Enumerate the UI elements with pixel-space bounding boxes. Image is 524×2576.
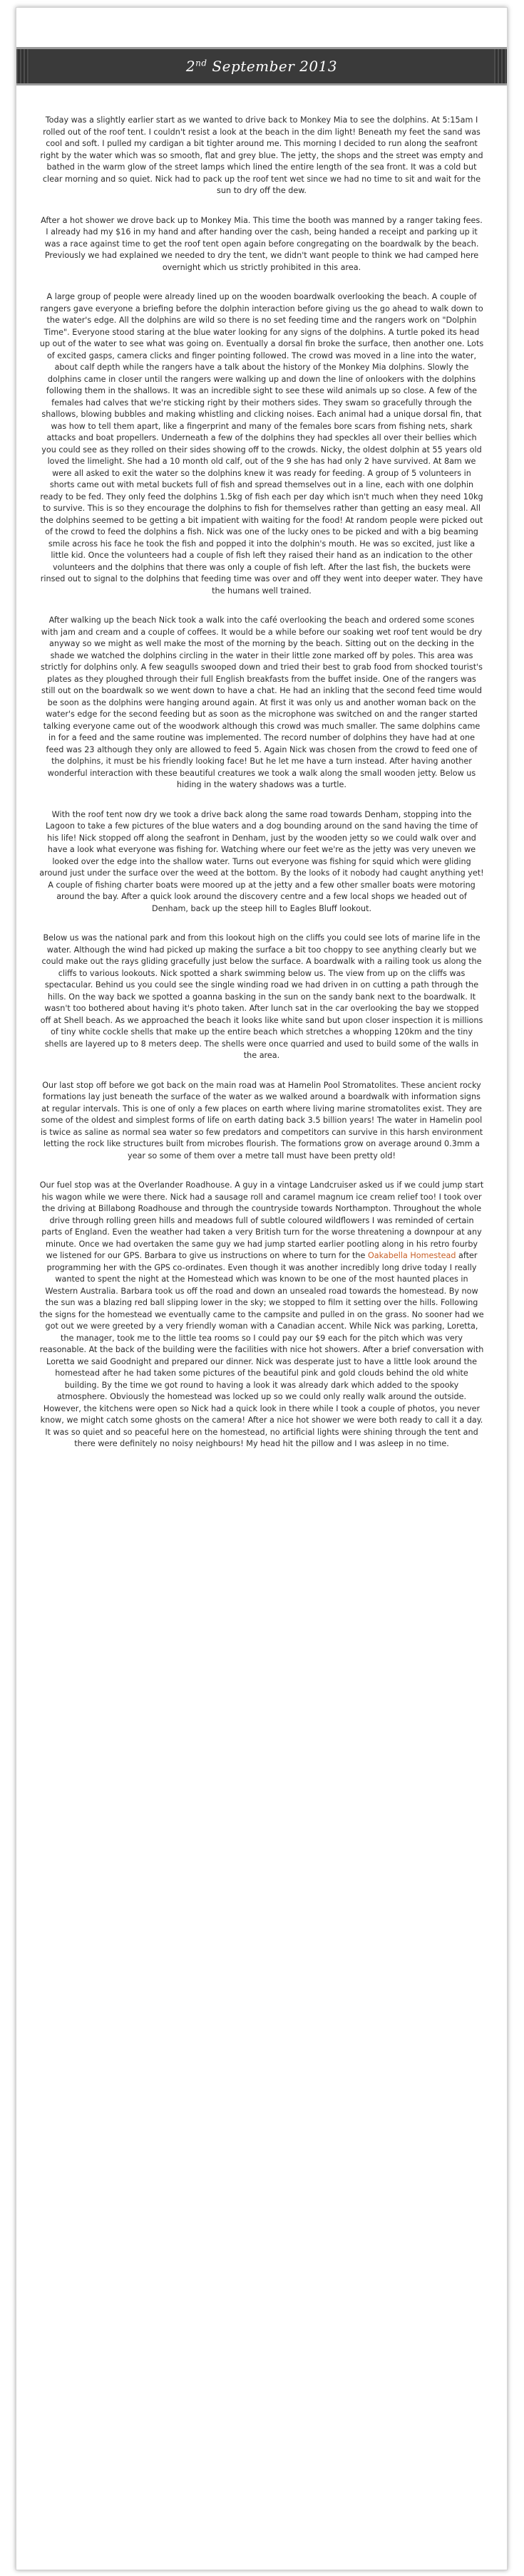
paragraph-cafe-second-feed: After walking up the beach Nick took a walk into the café overlooking the beach and ordered some scones with jam and cream and a couple of coffees. It would be a while before our soaking wet roof tent would be dry anyway so we might as well make the most of the morning by the beach. Sitting out on the decking in the shade we watched the dolphins circling in the water in their little zone marked off by poles. This area was strictly for dolphins only. A few seagulls swooped down and tried their best to grab food from shocked tourist's plates as they ploughed through their full English breakfasts from the buffet inside. One of the rangers was still out on the boardwalk so we went down to have a chat. He had an inkling that the second feed time would be soon as the dolphins were hanging around again. At first it was only us and another woman back on the water's edge for the second feeding but as soon as the microphone was switched on and the ranger started talking everyone came out of the woodwork although this crowd was much smaller. The same dolphins came in for a feed and the same routine was implemented. The record number of dolphins they have had at one feed was 23 although they only are allowed to feed 5. Again Nick was chosen from the crowd to feed one of the dolphins, it must be his friendly looking face! But he let me have a turn instead. After having another wonderful interaction with these beautiful creatures we took a walk along the small wooden jetty. Below us hiding in the watery shadows was a turtle. bbox=[40, 616, 483, 789]
paragraph-monkey-mia-fees: After a hot shower we drove back up to Monkey Mia. This time the booth was manned by a ranger taking fees. I already had my $16 in my hand and after handing over the cash, being handed a receipt and parking up it was a race against time to get the roof tent open again before congregating on the boardwalk by the beach. Previously we had explained we needed to dry the tent, we didn't want people to think we had camped here overnight which us strictly prohibited in this area. bbox=[41, 215, 483, 272]
paragraph-hamelin-pool: Our last stop off before we got back on the main road was at Hamelin Pool Stromatolites. These ancient rocky formations lay just beneath the surface of the water as we walked around a boardwalk with information signs at regular intervals. This is one of only a few places on earth where living marine stromatolites exist. They are some of the oldest and simplest forms of life on earth dating back 3.5 billion years! The water in Hamelin pool is twice as saline as normal sea water so few predators and competitors can survive in this harsh environment letting the rock like structures built from microbes flourish. The formations grow on average around 0.3mm a year so some of them over a metre tall must have been pretty old! bbox=[40, 1080, 483, 1160]
paragraph-text-part-2: after programming her with the GPS co-ordinates. Even though it was another incredibly long drive today I really wanted to spent the night at the Homestead which was known to be one of the most haunted places in Western Australia. Barbara took us off the road and down an unsealed road towards the homestead. By now the sun was a blazing red ball slipping lower in the sky; we stopped to film it setting over the hills. Following the signs for the homestead we eventually came to the campsite and pulled in on the grass. No sooner had we got out we were greeted by a very friendly woman with a Canadian accent. While Nick was parking, Loretta, the manager, took me to the little tea rooms so I could pay our $9 each for the pitch which was very reasonable. At the back of the building were the facilities with nice hot showers. After a brief conversation with Loretta we said Goodnight and prepared our dinner. Nick was desperate just to have a little look around the homestead after he had taken some pictures of the beautiful pink and gold clouds behind the old white building. By the time we got round to having a look it was already dark which added to the spooky atmosphere. Obviously the homestead was locked up so we could only really walk around the outside. However, the kitchens were open so Nick had a quick look in there while I took a couple of photos, you never know, we might catch some ghosts on the camera! After a nice hot shower we were both ready to call it a day. It was so quiet and so peaceful here on the homestead, no artificial lights were shining through the tent and there were definitely no noisy neighbours! My head hit the pillow and I was asleep in no time. bbox=[39, 1251, 484, 1448]
journal-body bbox=[39, 115, 484, 1468]
paragraph-dolphin-interaction: A large group of people were already lined up on the wooden boardwalk overlooking the beach. A couple of rangers gave everyone a briefing before the dolphin interaction before giving us the go ahead to walk down to the water's edge. All the dolphins are wild so there is no set feeding time and the rangers work on "Dolphin Time". Everyone stood staring at the blue water looking for any signs of the dolphins. A turtle poked its head up out of the water to see what was going on. Eventually a dorsal fin broke the surface, then another one. Lots of excited gasps, camera clicks and finger pointing followed. The crowd was moved in a line into the water, about calf depth while the rangers have a talk about the history of the Monkey Mia dolphins. Slowly the dolphins came in closer until the rangers were walking up and down the line of onlookers with the dolphins following them in the shallows. It was an incredible sight to see these wild animals up so close. A few of the females had calves that we're sticking right by their mothers sides. They swam so gracefully through the shallows, blowing bubbles and making whistling and clicking noises. Each animal had a unique dorsal fin, that was how to tell them apart, like a fingerprint and many of the females bore scars from fishing nets, shark attacks and boat propellers. Underneath a few of the dolphins they had speckles all over their bellies which you could see as they rolled on their sides showing off to the crowds. Nicky, the oldest dolphin at 55 years old loved the limelight. She had a 10 month old calf, out of the 9 she has had only 2 have survived. At 8am we were all asked to exit the water so the dolphins knew it was ready for feeding. A group of 5 volunteers in shorts came out with metal buckets full of fish and spread themselves out in a line, each with one dolphin ready to be fed. They only feed the dolphins 1.5kg of fish each per day which isn't much when they need 10kg to survive. This is so they encourage the dolphins to fish for themselves rather than getting an easy meal. All the dolphins seemed to be getting a bit impatient with waiting for the food! At random people were picked out of the crowd to feed the dolphins a fish. Nick was one of the lucky ones to be picked and with a big beaming smile across his face he took the fish and popped it into the dolphin's mouth. He was so excited, just like a little kid. Once the volunteers had a couple of fish left they raised their hand as an indication to the other volunteers and the dolphins that there was only a couple of fish left. After the last fish, the buckets were rinsed out to signal to the dolphins that feeding time was over and off they went into deeper water. They have the humans well trained. bbox=[39, 292, 484, 596]
date-month-year: September 2013 bbox=[207, 58, 338, 75]
date-banner bbox=[16, 47, 507, 85]
paragraph-eagles-bluff-shell-beach: Below us was the national park and from this lookout high on the cliffs you could see lots of marine life in the water. Although the wind had picked up making the surface a bit too choppy to see anything clearly but we could make out the rays gliding gracefully just below the surface. A boardwalk with a railing took us along the cliffs to various lookouts. Nick spotted a shark swimming below us. The view from up on the cliffs was spectacular. Behind us you could see the single winding road we had driven in on cutting a path through the hills. On the way back we spotted a goanna basking in the sun on the sandy bank next to the boardwalk. It wasn't too bothered about having it's photo taken. After lunch sat in the car overlooking the bay we stopped off at Shell beach. As we approached the beach it looks like white sand but upon closer inspection it is millions of tiny white cockle shells that make up the entire beach which stretches a whopping 120km and the tiny shells are layered up to 8 meters deep. The shells were once quarried and used to build some of the walls in the area. bbox=[40, 933, 483, 1060]
paragraph-morning-run: Today was a slightly earlier start as we wanted to drive back to Monkey Mia to see the dolphins. At 5:15am I rolled out of the roof tent. I couldn't resist a look at the beach in the dim light! Beneath my feet the sand was cool and soft. I pulled my cardigan a bit tighter around me. This morning I decided to run along the seafront right by the water which was so smooth, flat and grey blue. The jetty, the shops and the street was empty and bathed in the warm glow of the street lamps which lined the entire length of the sea front. It was a cold but clear morning and so quiet. Nick had to pack up the roof tent wet since we had no time to sit and wait for the sun to dry off the dew. bbox=[40, 115, 483, 195]
oakabella-homestead-link[interactable]: Oakabella Homestead bbox=[367, 1251, 456, 1260]
paragraph-text-part-1: Our fuel stop was at the Overlander Roadhouse. A guy in a vintage Landcruiser asked us if we could jump start his wagon while we were there. Nick had a sausage roll and caramel magnum ice cream relief too! I took over the driving at Billabong Roadhouse and through the countryside towards Northampton. Throughout the whole drive through rolling green hills and meadows full of subtle coloured wildflowers I was reminded of certain parts of England. Even the weather had taken a very British turn for the worse threatening a downpour at any minute. Once we had overtaken the same guy we had jump started earlier pootling along in his retro fourby we listened for our GPS. Barbara to give us instructions on where to turn for the bbox=[39, 1180, 484, 1260]
paragraph-denham: With the roof tent now dry we took a drive back along the same road towards Denham, stopping into the Lagoon to take a few pictures of the blue waters and a dog bounding around on the sand having the time of his life! Nick stopped off along the seafront in Denham, just by the wooden jetty so we could walk over and have a look what everyone was fishing for. Watching where our feet we're as the jetty was very uneven we looked over the edge into the shallow water. Turns out everyone was fishing for squid which were gliding around just under the surface over the weed at the bottom. By the looks of it nobody had caught anything yet! A couple of fishing charter boats were moored up at the jetty and a few other smaller boats were motoring around the bay. After a quick look around the discovery centre and a few local shops we headed out of Denham, back up the steep hill to Eagles Bluff lookout. bbox=[39, 809, 484, 913]
journal-sheet bbox=[16, 7, 508, 2570]
entry-date-title bbox=[186, 58, 337, 75]
paragraph-oakabella-homestead bbox=[39, 1180, 484, 1450]
date-suffix: nd bbox=[195, 58, 207, 68]
banner-torn-edge-left bbox=[16, 49, 29, 83]
date-day: 2 bbox=[185, 58, 196, 75]
banner-torn-edge-right bbox=[494, 49, 507, 83]
